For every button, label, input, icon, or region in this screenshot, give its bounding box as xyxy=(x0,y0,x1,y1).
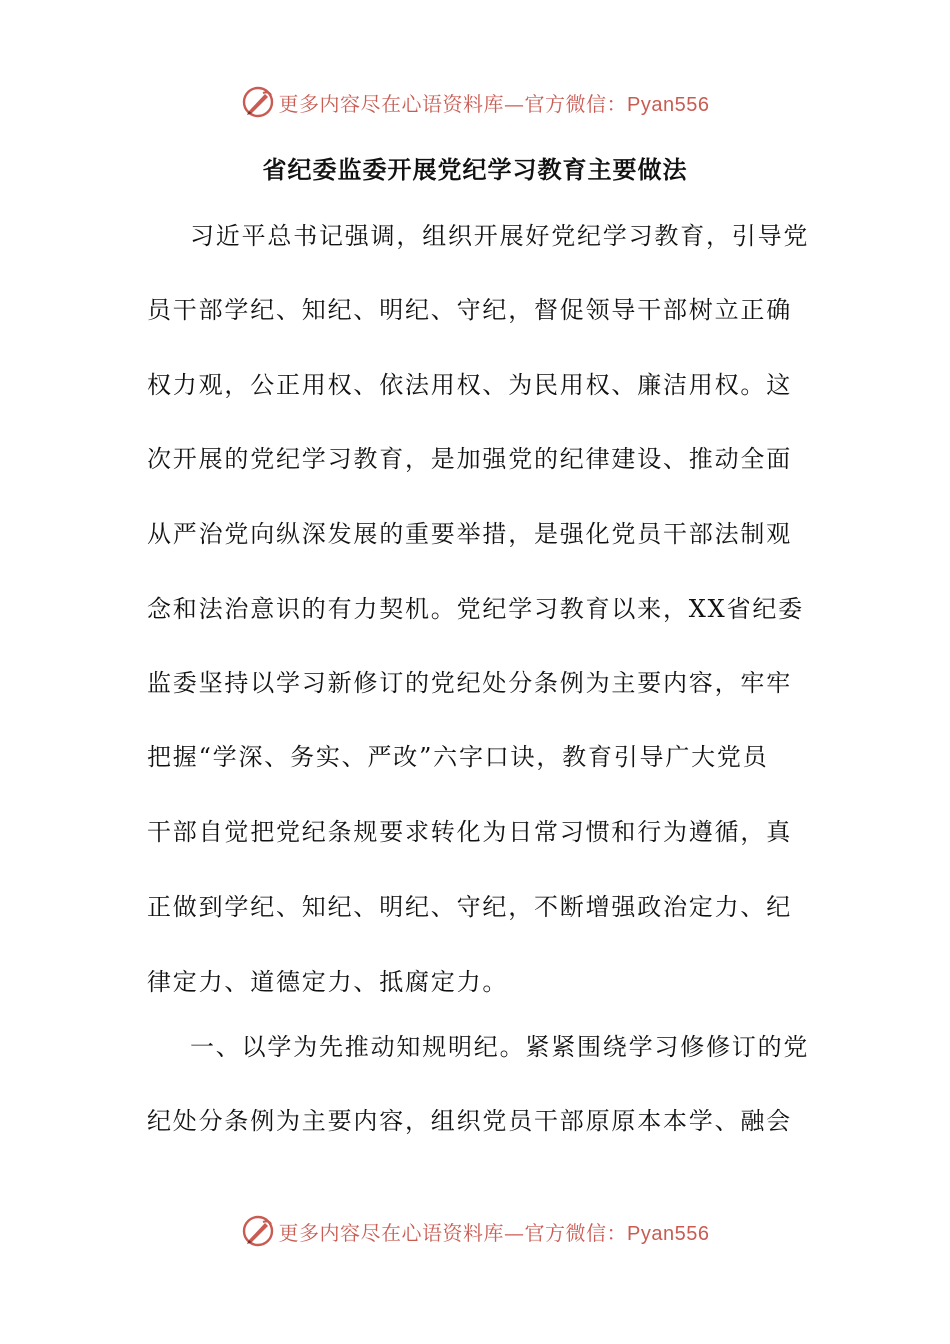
banner-slogan: 更多内容尽在心语资料库—官方微信： xyxy=(278,1220,628,1245)
banner-wechat-id: Pyan556 xyxy=(627,1222,710,1245)
section-heading-line: 一、以学为先推动知规明纪。紧紧围绕学习修修订的党 xyxy=(190,1033,810,1061)
body-line: 员干部学纪、知纪、明纪、守纪，督促领导干部树立正确 xyxy=(147,296,792,324)
header-banner xyxy=(0,80,950,124)
banner-slogan: 更多内容尽在心语资料库—官方微信： xyxy=(278,91,628,116)
footer-banner xyxy=(0,1209,950,1253)
body-line: 正做到学纪、知纪、明纪、守纪，不断增强政治定力、纪 xyxy=(147,893,792,921)
body-line: 监委坚持以学习新修订的党纪处分条例为主要内容，牢牢 xyxy=(147,669,792,697)
body-line: 从严治党向纵深发展的重要举措，是强化党员干部法制观 xyxy=(147,520,792,548)
body-line: 律定力、道德定力、抵腐定力。 xyxy=(147,968,509,996)
banner-wechat-id: Pyan556 xyxy=(627,93,710,116)
body-line: 习近平总书记强调，组织开展好党纪学习教育，引导党 xyxy=(190,222,810,250)
pen-logo-icon xyxy=(241,85,275,119)
body-line: 次开展的党纪学习教育，是加强党的纪律建设、推动全面 xyxy=(147,445,792,473)
body-line: 纪处分条例为主要内容，组织党员干部原原本本学、融会 xyxy=(147,1107,792,1135)
body-line: 把握“学深、务实、严改”六字口诀，教育引导广大党员 xyxy=(147,743,769,771)
banner-text xyxy=(279,88,710,117)
pen-logo-icon xyxy=(241,1214,275,1248)
body-line: 干部自觉把党纪条规要求转化为日常习惯和行为遵循，真 xyxy=(147,818,792,846)
document-title: 省纪委监委开展党纪学习教育主要做法 xyxy=(262,156,688,184)
body-line: 念和法治意识的有力契机。党纪学习教育以来，XX省纪委 xyxy=(147,595,804,623)
body-line: 权力观，公正用权、依法用权、为民用权、廉洁用权。这 xyxy=(147,371,792,399)
banner-text xyxy=(279,1217,710,1246)
